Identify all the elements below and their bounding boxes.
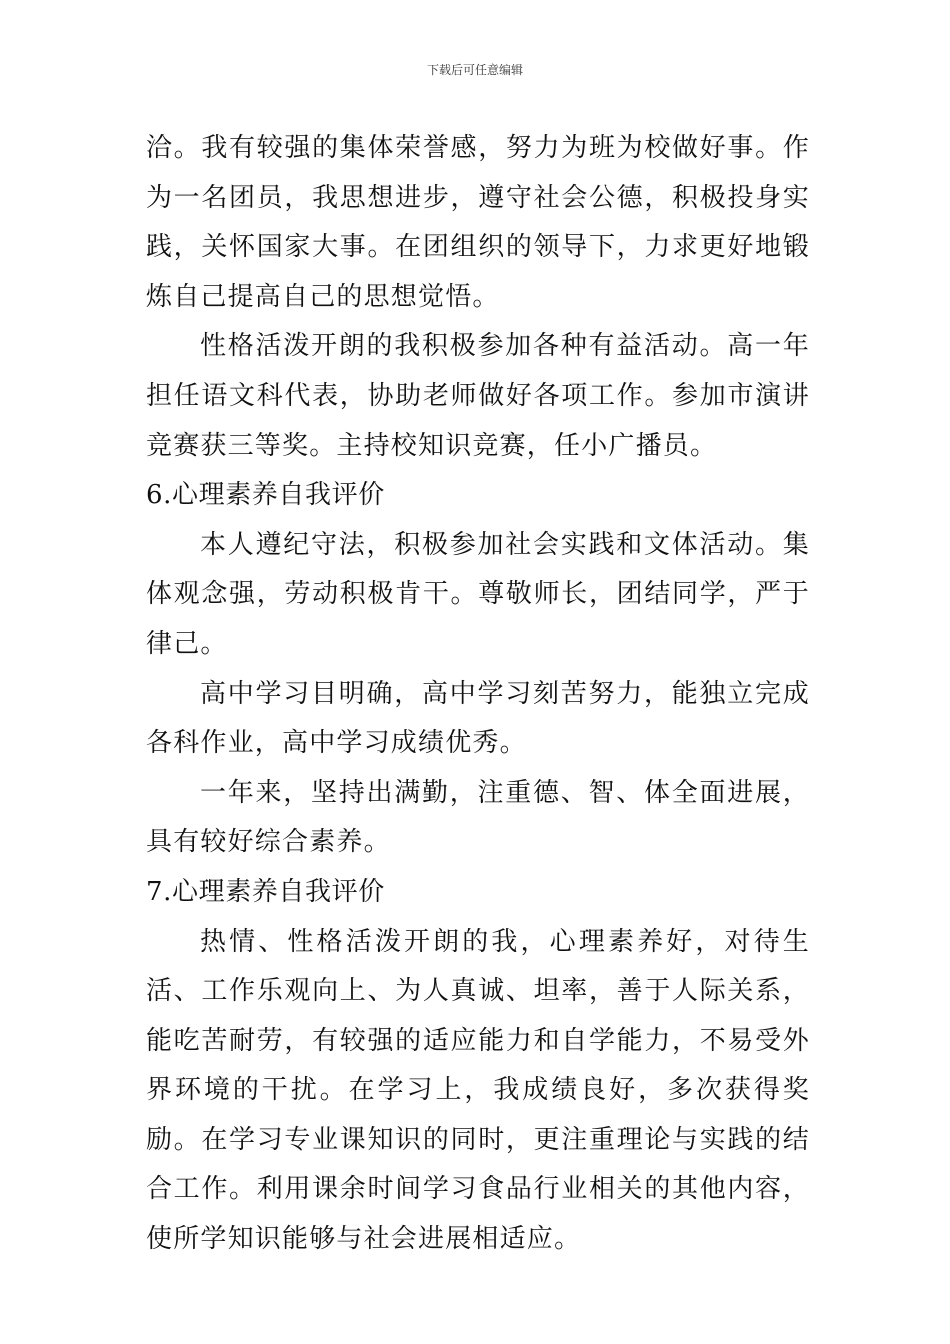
paragraph-psychology: 热情、性格活泼开朗的我，心理素养好，对待生活、工作乐观向上、为人真诚、坦率，善于人际关系，能吃苦耐劳，有较强的适应能力和自学能力，不易受外界环境的干扰。在学习上，我成绩良好，多次获得奖励。在学习专业课知识的同时，更注重理论与实践的结合工作。利用课余时间学习食品行业相关的其他内容，使所学知识能够与社会进展相适应。: [146, 926, 810, 1255]
paragraph-study: 高中学习目明确，高中学习刻苦努力，能独立完成各科作业，高中学习成绩优秀。: [146, 678, 810, 759]
paragraph-conduct: 本人遵纪守法，积极参加社会实践和文体活动。集体观念强，劳动积极肯干。尊敬师长，团结同学，严于律己。: [146, 529, 810, 659]
page-header: 下载后可任意编辑: [426, 63, 523, 77]
section-heading-7: 7.心理素养自我评价: [146, 876, 385, 907]
paragraph-attendance: 一年来，坚持出满勤，注重德、智、体全面进展，具有较好综合素养。: [146, 777, 810, 858]
document-body: [146, 124, 810, 1265]
paragraph-continuation: 洽。我有较强的集体荣誉感，努力为班为校做好事。作为一名团员，我思想进步，遵守社会公德，积极投身实践，关怀国家大事。在团组织的领导下，力求更好地锻炼自己提高自己的思想觉悟。: [146, 133, 810, 312]
section-heading-6: 6.心理素养自我评价: [146, 480, 385, 511]
paragraph-activities: 性格活泼开朗的我积极参加各种有益活动。高一年担任语文科代表，协助老师做好各项工作。参加市演讲竞赛获三等奖。主持校知识竞赛，任小广播员。: [146, 331, 810, 461]
